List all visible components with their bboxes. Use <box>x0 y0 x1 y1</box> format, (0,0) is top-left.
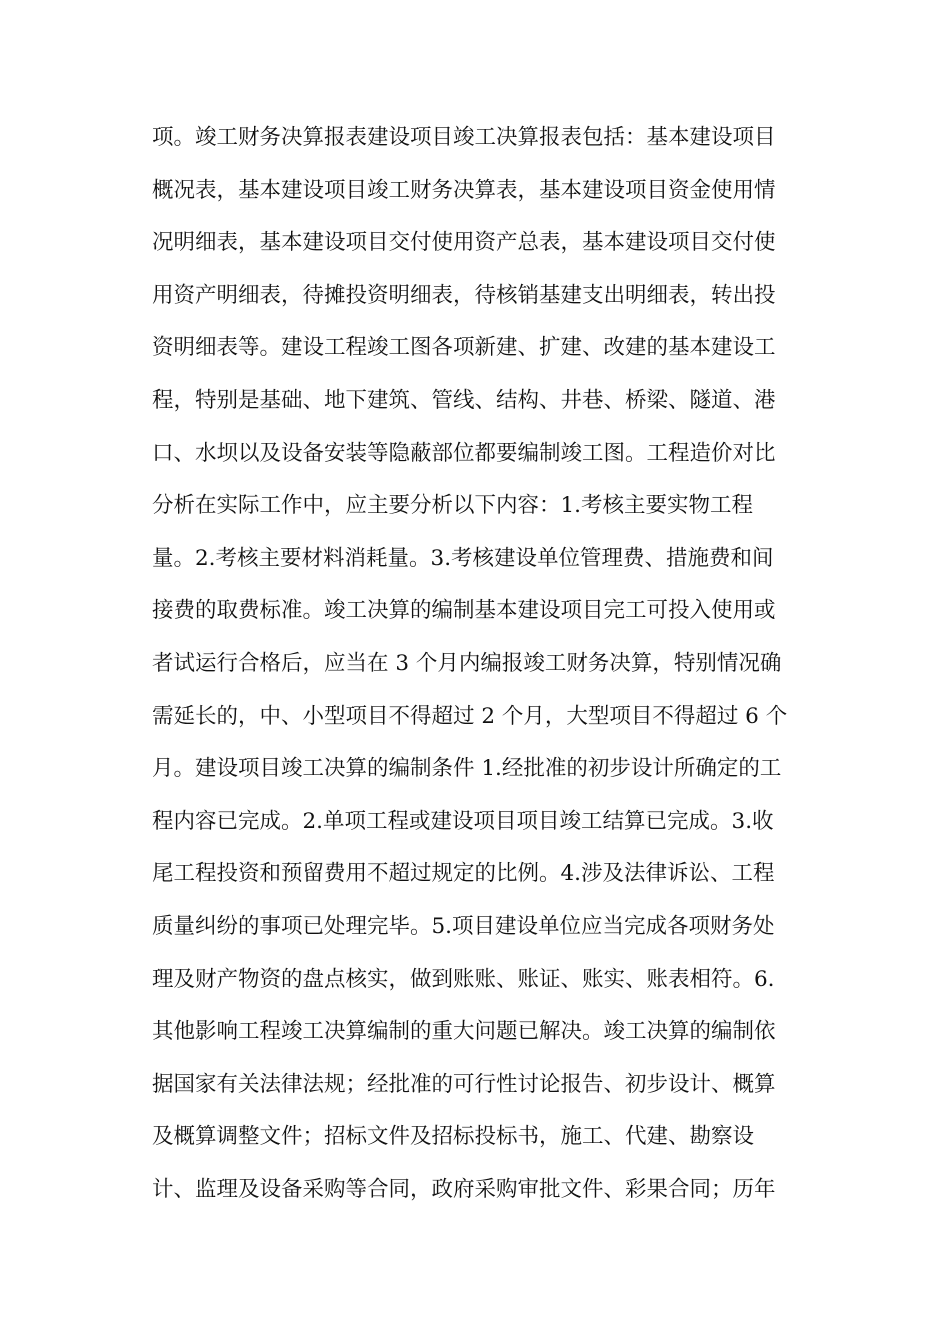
text-line: 概况表，基本建设项目竣工财务决算表，基本建设项目资金使用情 <box>152 177 776 203</box>
text-line: 者试运行合格后，应当在 3 个月内编报竣工财务决算，特别情况确 <box>152 650 782 676</box>
text-line: 资明细表等。建设工程竣工图各项新建、扩建、改建的基本建设工 <box>152 335 776 361</box>
text-line: 量。2.考核主要材料消耗量。3.考核建设单位管理费、措施费和间 <box>152 545 774 571</box>
text-line: 程内容已完成。2.单项工程或建设项目项目竣工结算已完成。3.收 <box>152 808 774 834</box>
text-line: 其他影响工程竣工决算编制的重大问题已解决。竣工决算的编制依 <box>152 1019 776 1045</box>
text-line: 分析在实际工作中，应主要分析以下内容：1.考核主要实物工程 <box>152 493 754 519</box>
text-line: 用资产明细表，待摊投资明细表，待核销基建支出明细表，转出投 <box>152 282 776 308</box>
text-line: 项。竣工财务决算报表建设项目竣工决算报表包括：基本建设项目 <box>152 125 776 150</box>
text-line: 理及财产物资的盘点核实，做到账账、账证、账实、账表相符。6. <box>152 966 775 992</box>
text-line: 及概算调整文件；招标文件及招标投标书，施工、代建、勘察设 <box>152 1124 755 1150</box>
text-line: 月。建设项目竣工决算的编制条件 1.经批准的初步设计所确定的工 <box>152 756 782 782</box>
text-line: 口、水坝以及设备安装等隐蔽部位都要编制竣工图。工程造价对比 <box>152 440 776 466</box>
body-text <box>152 118 802 1222</box>
text-line: 据国家有关法律法规；经批准的可行性讨论报告、初步设计、概算 <box>152 1071 776 1097</box>
text-line: 质量纠纷的事项已处理完毕。5.项目建设单位应当完成各项财务处 <box>152 913 775 939</box>
text-line: 况明细表，基本建设项目交付使用资产总表，基本建设项目交付使 <box>152 230 776 256</box>
text-line: 程，特别是基础、地下建筑、管线、结构、井巷、桥梁、隧道、港 <box>152 387 776 413</box>
text-line: 计、监理及设备采购等合同，政府采购审批文件、彩果合同；历年 <box>152 1176 776 1202</box>
text-line: 接费的取费标准。竣工决算的编制基本建设项目完工可投入使用或 <box>152 598 776 624</box>
text-line: 需延长的，中、小型项目不得超过 2 个月，大型项目不得超过 6 个 <box>152 703 788 729</box>
text-line: 尾工程投资和预留费用不超过规定的比例。4.涉及法律诉讼、工程 <box>152 861 775 887</box>
